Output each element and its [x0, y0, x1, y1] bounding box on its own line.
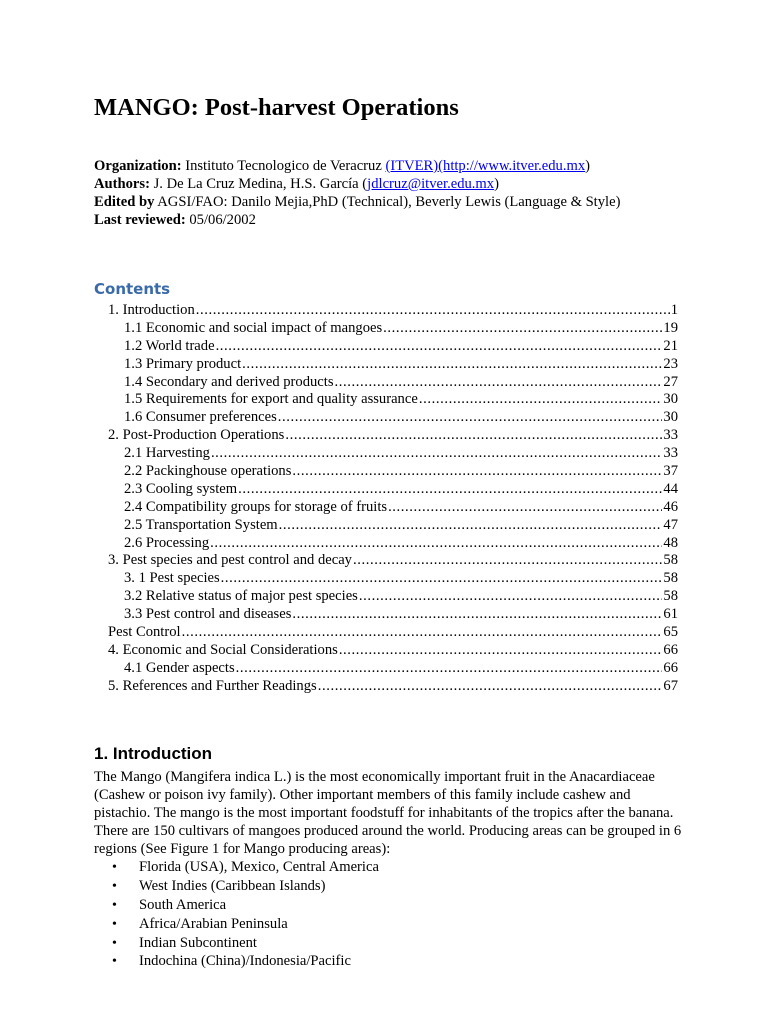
toc-dot-leader [236, 660, 663, 678]
toc-dot-leader [238, 481, 662, 499]
toc-entry[interactable] [108, 302, 678, 320]
toc-entry[interactable] [108, 409, 678, 427]
list-item-text: South America [139, 896, 227, 913]
edited-by-line [94, 193, 620, 211]
toc-page-number: 46 [663, 498, 678, 515]
toc-entry-label[interactable]: 1.4 Secondary and derived products [124, 373, 334, 390]
toc-entry[interactable] [108, 499, 678, 517]
toc-entry-label[interactable]: 3.3 Pest control and diseases [124, 606, 292, 623]
toc-entry-label[interactable]: 1. Introduction [108, 302, 195, 318]
last-reviewed-date: 05/06/2002 [185, 212, 256, 228]
toc-entry-label[interactable]: 2.1 Harvesting [124, 445, 210, 462]
toc-page-number: 1 [670, 302, 678, 318]
toc-entry-label[interactable]: 1.1 Economic and social impact of mangoes [124, 319, 383, 336]
toc-dot-leader [285, 427, 662, 445]
edited-by-label: Edited by [94, 194, 155, 210]
toc-page-number: 21 [663, 337, 678, 354]
toc-entry[interactable] [108, 588, 678, 606]
toc-entry[interactable] [108, 678, 678, 696]
toc-dot-leader [279, 517, 663, 535]
organization-line [94, 157, 620, 175]
toc-page-number: 66 [663, 659, 678, 676]
edited-by-names: AGSI/FAO: Danilo Mejia,PhD (Technical), Beverly Lewis (Language & Style) [154, 194, 621, 210]
toc-dot-leader [278, 409, 663, 427]
toc-dot-leader [335, 374, 663, 392]
introduction-heading: 1. Introduction [94, 744, 213, 763]
contents-heading: Contents [94, 280, 171, 298]
toc-entry[interactable] [108, 320, 678, 338]
toc-entry-label[interactable]: 2.3 Cooling system [124, 480, 238, 497]
toc-entry-label[interactable]: 3. Pest species and pest control and decay [108, 552, 352, 569]
toc-dot-leader [318, 678, 663, 696]
toc-entry-label[interactable]: 3. 1 Pest species [124, 570, 220, 587]
bullet-icon: • [112, 954, 117, 970]
toc-entry-label[interactable]: 2.6 Processing [124, 534, 210, 551]
toc-dot-leader [419, 391, 663, 409]
toc-entry[interactable] [108, 660, 678, 678]
organization-label: Organization: [94, 158, 182, 174]
toc-dot-leader [211, 445, 662, 463]
toc-dot-leader [359, 588, 663, 606]
toc-page-number: 33 [663, 445, 678, 462]
toc-entry[interactable] [108, 374, 678, 392]
toc-page-number: 65 [663, 624, 678, 641]
toc-page-number: 27 [663, 373, 678, 390]
list-item [112, 934, 379, 953]
authors-names: J. De La Cruz Medina, H.S. García ( [149, 176, 368, 192]
list-item-text: Florida (USA), Mexico, Central America [139, 859, 379, 875]
toc-page-number: 30 [663, 409, 678, 426]
toc-entry[interactable] [108, 391, 678, 409]
list-item [112, 896, 379, 915]
itver-link[interactable]: (ITVER) [385, 158, 439, 174]
toc-dot-leader [216, 338, 663, 356]
list-item-text: Indochina (China)/Indonesia/Pacific [139, 953, 351, 970]
list-item [112, 915, 379, 934]
list-item-text: Indian Subcontinent [139, 934, 257, 951]
toc-entry-label[interactable]: 2.2 Packinghouse operations [124, 463, 292, 480]
toc-entry-label[interactable]: 1.5 Requirements for export and quality assurance [124, 391, 418, 408]
toc-entry[interactable] [108, 338, 678, 356]
toc-page-number: 30 [663, 391, 678, 408]
toc-entry-label[interactable]: 3.2 Relative status of major pest species [124, 588, 358, 605]
document-metadata [94, 157, 620, 229]
toc-dot-leader [292, 606, 662, 624]
organization-name: Instituto Tecnologico de Veracruz [181, 158, 386, 174]
toc-entry[interactable] [108, 427, 678, 445]
toc-dot-leader [339, 642, 663, 660]
authors-tail: ) [494, 176, 499, 192]
authors-line [94, 175, 620, 193]
introduction-paragraph: The Mango (Mangifera indica L.) is the most economically important fruit in the Anacardiaceae (Cashew or poison ivy family). Other important members of this family include cashew and pistachio. The mango is the most important foodstuff for inhabitants of the tropics after the banana. There are 150 cultivars of mangoes produced around the world. Producing areas can be grouped in 6 regions (See Figure 1 for Mango producing areas): [94, 769, 682, 857]
last-reviewed-line [94, 211, 620, 229]
list-item [112, 952, 379, 971]
list-item [112, 877, 379, 896]
toc-entry[interactable] [108, 463, 678, 481]
toc-page-number: 44 [663, 480, 678, 497]
toc-page-number: 19 [663, 319, 678, 336]
authors-label: Authors: [94, 176, 150, 192]
producing-regions-list [112, 858, 379, 971]
toc-page-number: 67 [663, 677, 678, 694]
toc-page-number: 48 [663, 534, 678, 551]
toc-entry[interactable] [108, 642, 678, 660]
bullet-icon: • [112, 916, 117, 932]
list-item [112, 858, 379, 877]
toc-dot-leader [210, 535, 662, 553]
toc-entry[interactable] [108, 481, 678, 499]
toc-entry[interactable] [108, 552, 678, 570]
list-item-text: Africa/Arabian Peninsula [139, 915, 288, 932]
last-reviewed-label: Last reviewed: [94, 212, 186, 228]
toc-page-number: 58 [663, 588, 678, 605]
bullet-icon: • [112, 897, 117, 913]
toc-page-number: 47 [663, 516, 678, 533]
toc-entry-label[interactable]: 5. References and Further Readings [108, 677, 317, 694]
document-title: MANGO: Post-harvest Operations [94, 94, 459, 121]
toc-entry-label[interactable]: 4. Economic and Social Considerations [108, 641, 338, 658]
toc-dot-leader [196, 302, 670, 320]
toc-entry[interactable] [108, 624, 678, 642]
toc-page-number: 61 [663, 606, 678, 623]
toc-dot-leader [388, 499, 662, 517]
toc-entry-label[interactable]: 1.6 Consumer preferences [124, 409, 277, 426]
toc-entry-label[interactable]: Pest Control [108, 624, 181, 641]
toc-entry-label[interactable]: 2.4 Compatibility groups for storage of fruits [124, 498, 388, 515]
toc-dot-leader [292, 463, 662, 481]
bullet-icon: • [112, 935, 117, 951]
list-item-text: West Indies (Caribbean Islands) [139, 877, 326, 894]
author-email-link[interactable]: jdlcruz@itver.edu.mx [367, 176, 495, 192]
toc-entry-label[interactable]: 1.3 Primary product [124, 355, 242, 372]
toc-entry[interactable] [108, 445, 678, 463]
toc-page-number: 66 [663, 641, 678, 658]
toc-entry[interactable] [108, 606, 678, 624]
toc-dot-leader [353, 552, 662, 570]
toc-entry[interactable] [108, 535, 678, 553]
toc-page-number: 58 [663, 570, 678, 587]
toc-dot-leader [242, 356, 662, 374]
organization-tail: ) [585, 158, 591, 174]
table-of-contents [108, 302, 678, 696]
toc-dot-leader [383, 320, 662, 338]
toc-entry-label[interactable]: 2. Post-Production Operations [108, 427, 285, 444]
toc-page-number: 33 [663, 427, 678, 444]
toc-entry-label[interactable]: 1.2 World trade [124, 337, 215, 354]
toc-dot-leader [182, 624, 663, 642]
toc-page-number: 23 [663, 355, 678, 372]
toc-page-number: 58 [663, 552, 678, 569]
toc-entry-label[interactable]: 2.5 Transportation System [124, 516, 278, 533]
toc-entry[interactable] [108, 517, 678, 535]
toc-page-number: 37 [663, 463, 678, 480]
toc-dot-leader [221, 570, 663, 588]
toc-entry[interactable] [108, 356, 678, 374]
bullet-icon: • [112, 860, 117, 875]
toc-entry-label[interactable]: 4.1 Gender aspects [124, 659, 235, 676]
itver-website-link[interactable]: (http://www.itver.edu.mx [438, 158, 586, 174]
bullet-icon: • [112, 878, 117, 894]
toc-entry[interactable] [108, 570, 678, 588]
